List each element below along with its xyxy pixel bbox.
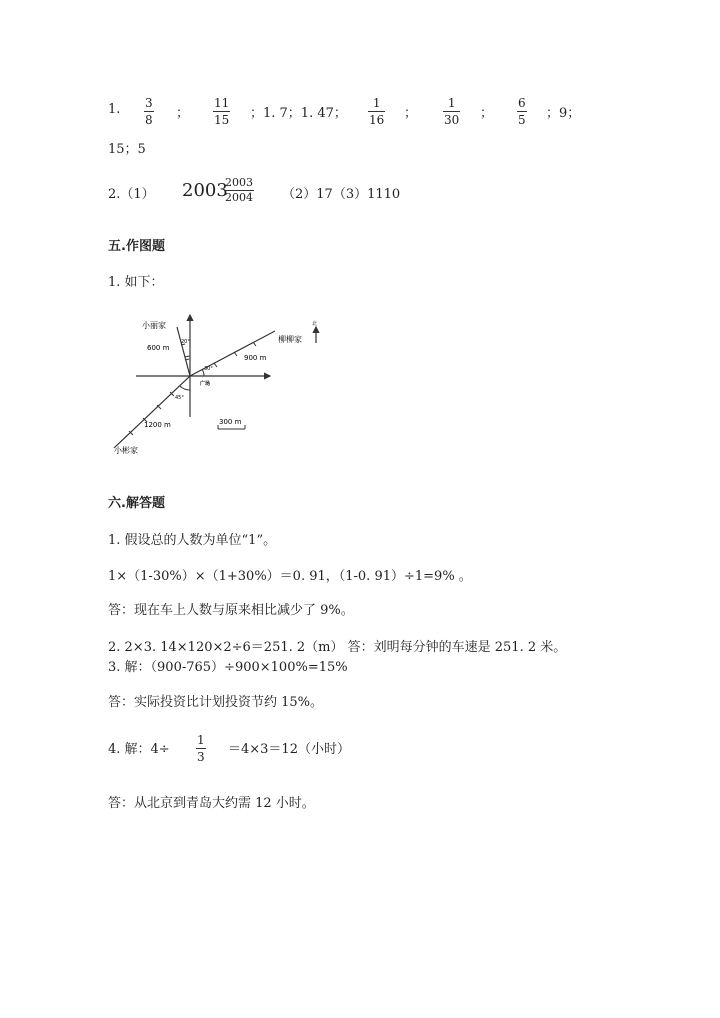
q2-tail: （2）17（3）1110 (282, 187, 401, 202)
tick (214, 363, 217, 367)
ray-xiaoli (177, 327, 190, 376)
decimal-answers: ；1. 7；1. 47； (250, 106, 347, 121)
fraction: 6 5 (518, 96, 526, 127)
mixed-number-whole: 2003 (182, 180, 228, 201)
answer-line: ＝4×3＝12（小时） (228, 742, 350, 757)
label-1200m: 1200 m (144, 421, 171, 429)
angle-arc (185, 356, 190, 357)
separator: ； (480, 106, 494, 121)
angle-arc (180, 386, 190, 390)
q1-line2: 15；5 (108, 142, 146, 157)
label-600m: 600 m (147, 344, 170, 352)
label-900m: 900 m (244, 354, 267, 362)
q1-tail: ；9； (546, 106, 581, 121)
answer-line: 1. 假设总的人数为单位“1”。 (108, 533, 277, 548)
tick (253, 342, 256, 346)
label-30deg: 30° (204, 366, 213, 372)
answer-line: 4. 解：4÷ (108, 742, 170, 757)
ray-xiaobin (114, 376, 190, 448)
label-square: 广场 (200, 381, 211, 387)
label-45deg: 45° (175, 395, 184, 401)
mixed-number-fraction: 2003 2004 (225, 176, 253, 204)
fraction: 11 15 (214, 96, 230, 127)
label-scale: 300 m (219, 418, 242, 426)
label-xiaobin: 小彬家 (114, 446, 138, 455)
label-liuliu: 柳柳家 (278, 335, 302, 344)
fraction: 3 8 (145, 96, 153, 127)
direction-diagram (100, 305, 340, 460)
fraction: 1 30 (444, 96, 460, 127)
answer-line: 答：现在车上人数与原来相比减少了 9%。 (108, 603, 354, 618)
label-20deg: 20° (181, 339, 190, 345)
answer-line: 3. 解：（900-765）÷900×100%=15% (108, 660, 348, 675)
q1-label: 1. (108, 102, 121, 117)
answer-line: 1×（1-30%）×（1+30%）＝0. 91，（1-0. 91）÷1=9% 。 (108, 569, 472, 584)
item-text: 1. 如下： (108, 275, 164, 290)
answer-line: 2. 2×3. 14×120×2÷6＝251. 2（m） 答：刘明每分钟的车速是 251. 2 米。 (108, 640, 567, 655)
answer-line: 答：从北京到青岛大约需 12 小时。 (108, 796, 315, 811)
section-title: 五.作图题 (108, 239, 165, 254)
label-xiaoli: 小丽家 (142, 321, 166, 330)
section-title: 六.解答题 (108, 496, 165, 511)
answer-line: 答：实际投资比计划投资节约 15%。 (108, 695, 324, 710)
label-north: 北 (312, 321, 318, 327)
separator: ； (404, 106, 418, 121)
separator: ； (176, 106, 190, 121)
fraction: 1 3 (197, 733, 205, 764)
tick (234, 352, 237, 356)
q2-label: 2.（1） (108, 187, 155, 202)
fraction: 1 16 (369, 96, 385, 127)
